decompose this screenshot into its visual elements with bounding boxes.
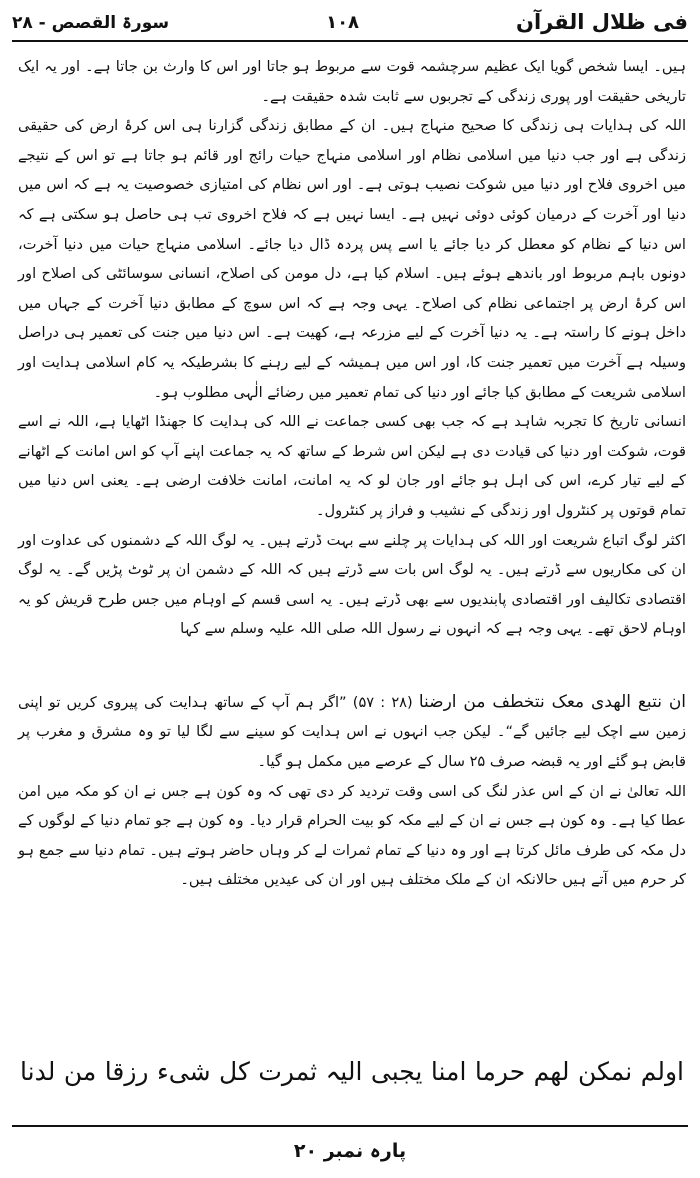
verse-reference: (۲۸ : ۵۷) <box>352 693 413 711</box>
page-number: ۱۰۸ <box>326 11 360 33</box>
paragraph: اللہ تعالیٰ نے ان کے اس عذر لنگ کی اسی وقت تردید کر دی تھی کہ وہ کون ہے جس نے ان کو مکہ میں امن عطا کیا ہے۔ وہ کون ہے جس نے ان کے لیے مکہ کو بیت الحرام قرار دیا۔ وہ کون ہے جو تمام دنیا کے لوگوں کے دل مکہ کی طرف مائل کرتا ہے اور وہ دنیا کے تمام ثمرات لے کر وہاں حاضر ہوتے ہیں۔ تمام دنیا سے جمع ہو کر حرم میں آتے ہیں حالانکہ ان کے ملک مختلف ہیں اور ان کی عیدیں مختلف ہیں۔ <box>18 782 686 889</box>
spacer <box>18 644 686 688</box>
para-number: پارہ نمبر ۲۰ <box>293 1140 407 1162</box>
body-text <box>18 52 686 895</box>
header-rule <box>12 40 688 42</box>
surah-label: سورۃ القصص - ۲۸ <box>12 12 170 33</box>
quran-quote: ان نتبع الھدی معک نتخطف من ارضنا <box>418 691 687 712</box>
paragraph: اکثر لوگ اتباع شریعت اور اللہ کی ہدایات پر چلنے سے بہت ڈرتے ہیں۔ یہ لوگ اللہ کے دشمنوں کی عداوت اور ان کی مکاریوں سے ڈرتے ہیں۔ یہ لوگ اس بات سے ڈرتے ہیں کہ اللہ کے دشمن ان پر ٹوٹ پڑیں گے۔ یہ لوگ اقتصادی تکالیف اور اقتصادی پابندیوں سے بھی ڈرتے ہیں۔ یہ اسی قسم کے اوہام میں جس طرح قریش کو یہ اوہام لاحق تھے۔ یہی وجہ ہے کہ انہوں نے رسول اللہ صلی اللہ علیہ وسلم سے کہا <box>18 531 686 638</box>
verse-translation: ”اگر ہم آپ کے ساتھ ہدایت کی پیروی کریں تو اپنی زمین سے اچک لیے جائیں گے“۔ لیکن جب انہوں نے اس ہدایت کو سینے سے لگا لیا تو وہ مشرق و مغرب پر قابض ہو گئے اور یہ قبضہ صرف ۲۵ سال کے عرصے میں مکمل ہو گیا۔ <box>18 693 686 771</box>
footer-rule <box>12 1125 688 1127</box>
verse-paragraph <box>18 688 686 777</box>
paragraph: انسانی تاریخ کا تجربہ شاہد ہے کہ جب بھی کسی جماعت نے اللہ کی ہدایت کا جھنڈا اٹھایا ہے، اللہ نے اسے قوت، شوکت اور دنیا کی قیادت دی ہے لیکن اس شرط کے ساتھ کہ یہ جماعت اپنے آپ کو اس امانت کے اٹھانے کے لیے تیار کرے، اس کی اہل ہو جائے اور جان لو کہ یہ امانت، امانت خلافت ارضی ہے۔ یعنی اس دنیا میں تمام قوتوں پر کنٹرول اور زندگی کے نشیب و فراز پر کنٹرول۔ <box>18 413 686 519</box>
quran-ayah: اولم نمکن لھم حرما امنا یجبی الیہ ثمرت کل شیء رزقا من لدنا <box>20 1057 684 1086</box>
book-title: فی ظلال القرآن <box>516 10 688 34</box>
paragraph: اللہ کی ہدایات ہی زندگی کا صحیح منہاج ہیں۔ ان کے مطابق زندگی گزارنا ہی اس کرۂ ارض کی حقیقی زندگی ہے اور جب دنیا میں اسلامی نظام اور اسلامی منہاج حیات رائج اور قائم ہو جاتا ہے تو اس کے نتیجے میں اخروی فلاح اور دنیا میں شوکت نصیب ہوتی ہے۔ اور اس نظام کی امتیازی خصوصیت یہ ہے کہ اس میں دنیا اور آخرت کے درمیان کوئی دوئی نہیں ہے۔ ایسا نہیں ہے کہ فلاح اخروی تب ہی حاصل ہو سکتی ہے کہ اس دنیا کے نظام کو معطل کر دیا جائے یا اسے پس پردہ ڈال دیا جائے۔ اسلامی منہاج حیات میں دنیا آخرت، دونوں باہم مربوط اور باندھے ہوئے ہیں۔ اسلام کیا ہے، دل مومن کی اصلاح، انسانی سوسائٹی کی اصلاح اور اس کرۂ ارض پر اجتماعی نظام کی اصلاح۔ یہی وجہ ہے کہ اس سوچ کے مطابق دنیا آخرت کے جہاں میں داخل ہونے کا راستہ ہے۔ یہ دنیا آخرت کے لیے مزرعہ ہے، کھیت ہے۔ اس دنیا میں جنت کی تعمیر ہی دراصل وسیلہ ہے آخرت میں تعمیر جنت کا، اور اس میں ہمیشہ کے لیے رہنے کا بشرطیکہ یہ کام اسلامی ہدایت اور اسلامی شریعت کے مطابق کیا جائے اور دنیا کی تمام تعمیر میں رضائے الٰہی مطلوب ہو۔ <box>18 117 686 401</box>
paragraph: ہیں۔ ایسا شخص گویا ایک عظیم سرچشمہ قوت سے مربوط ہو جاتا اور اس کا وارث بن جاتا ہے۔ اور یہ ایک تاریخی حقیقت اور پوری زندگی کے تجربوں سے ثابت شدہ حقیقت ہے۔ <box>18 58 686 105</box>
page-header <box>12 4 688 40</box>
